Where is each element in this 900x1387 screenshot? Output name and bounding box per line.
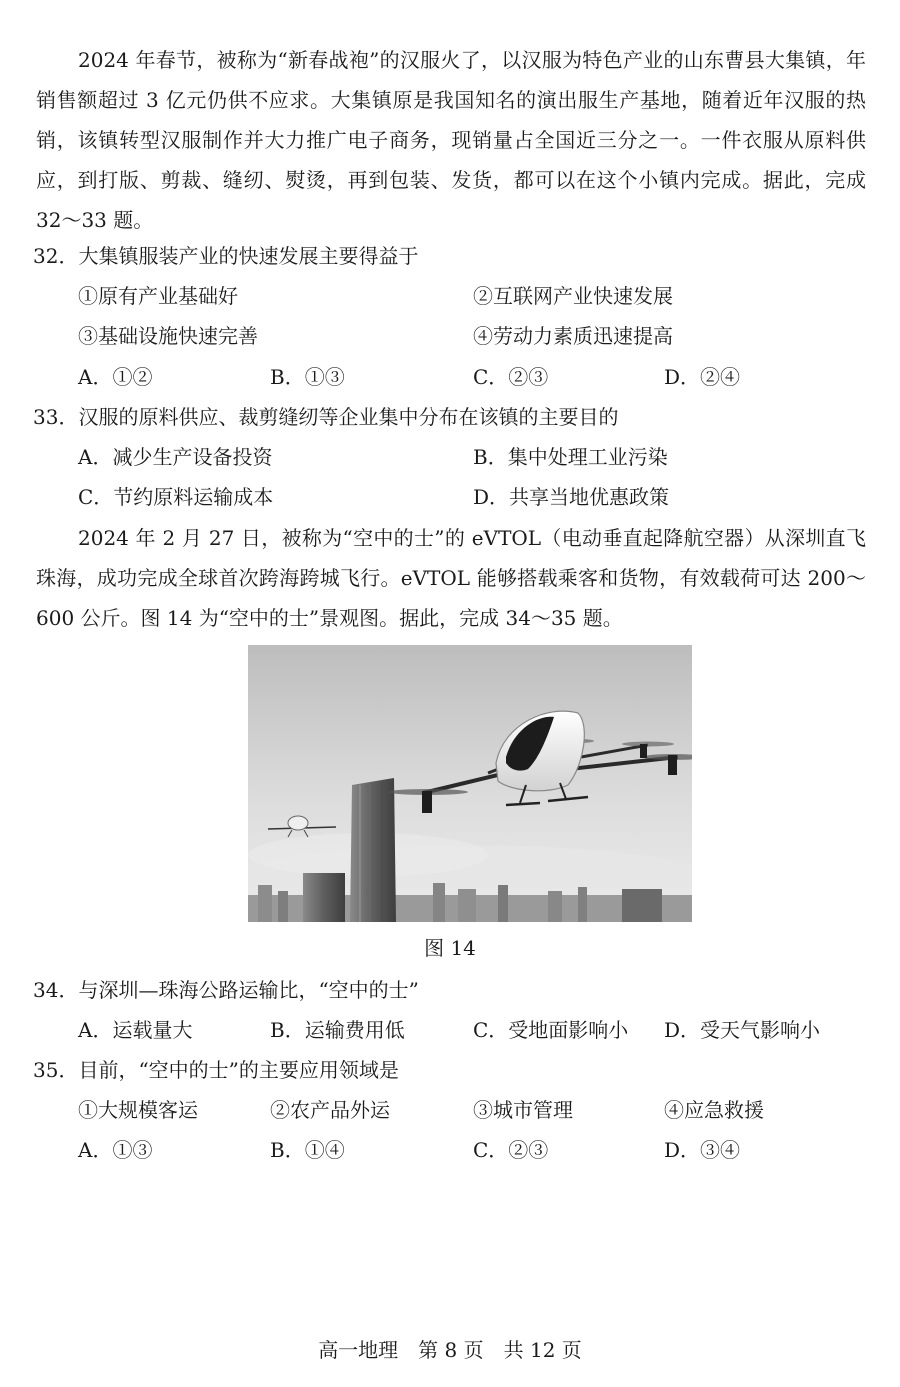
- q32-item-2: ②互联网产业快速发展: [473, 284, 673, 308]
- q34-choice-d: D．受天气影响小: [664, 1018, 821, 1042]
- q32-choice-d: D．②④: [664, 365, 741, 389]
- q34-choice-c: C．受地面影响小: [473, 1018, 629, 1042]
- passage-hanfu: 2024 年春节，被称为“新春战袍”的汉服火了，以汉服为特色产业的山东曹县大集镇，年销售额超过 3 亿元仍供不应求。大集镇原是我国知名的演出服生产基地，随着近年汉服的热销，该镇转型汉服制作并大力推广电子商务，现销量占全国近三分之一。一件衣服从原料供应，到打版、剪裁、缝纫、熨烫，再到包装、发货，都可以在这个小镇内完成。据此，完成 32～33 题。: [36, 48, 866, 232]
- q32-item-3: ③基础设施快速完善: [78, 324, 258, 348]
- passage-evtol: 2024 年 2 月 27 日，被称为“空中的士”的 eVTOL（电动垂直起降航空器）从深圳直飞珠海，成功完成全球首次跨海跨城飞行。eVTOL 能够搭载乘客和货物，有效载荷可达 200～600 公斤。图 14 为“空中的士”景观图。据此，完成 34～35 题。: [36, 526, 866, 630]
- q35-choice-d: D．③④: [664, 1138, 741, 1162]
- question-33-stem: 33．汉服的原料供应、裁剪缝纫等企业集中分布在该镇的主要目的: [33, 405, 619, 429]
- q32-item-4: ④劳动力素质迅速提高: [473, 324, 673, 348]
- question-32-stem: 32．大集镇服装产业的快速发展主要得益于: [33, 244, 419, 268]
- q34-choice-a: A．运载量大: [78, 1018, 193, 1042]
- q35-item-1: ①大规模客运: [78, 1098, 198, 1122]
- q33-choice-c: C．节约原料运输成本: [78, 485, 274, 509]
- q35-item-2: ②农产品外运: [270, 1098, 390, 1122]
- question-34-stem: 34．与深圳—珠海公路运输比，“空中的士”: [33, 978, 419, 1002]
- q33-choice-d: D．共享当地优惠政策: [473, 485, 670, 509]
- q33-choice-b: B．集中处理工业污染: [473, 445, 668, 469]
- figure-14-air-taxi-image: [248, 645, 692, 922]
- q33-choice-a: A．减少生产设备投资: [78, 445, 273, 469]
- q35-item-4: ④应急救援: [664, 1098, 764, 1122]
- q35-item-3: ③城市管理: [473, 1098, 573, 1122]
- page-footer: 高一地理 第 8 页 共 12 页: [318, 1338, 582, 1362]
- q32-item-1: ①原有产业基础好: [78, 284, 238, 308]
- q35-choice-c: C．②③: [473, 1138, 549, 1162]
- q34-choice-b: B．运输费用低: [270, 1018, 405, 1042]
- figure-14-caption: 图 14: [424, 936, 476, 960]
- q32-choice-b: B．①③: [270, 365, 345, 389]
- question-35-stem: 35．目前，“空中的士”的主要应用领域是: [33, 1058, 399, 1082]
- q32-choice-a: A．①②: [78, 365, 153, 389]
- q35-choice-b: B．①④: [270, 1138, 345, 1162]
- q35-choice-a: A．①③: [78, 1138, 153, 1162]
- q32-choice-c: C．②③: [473, 365, 549, 389]
